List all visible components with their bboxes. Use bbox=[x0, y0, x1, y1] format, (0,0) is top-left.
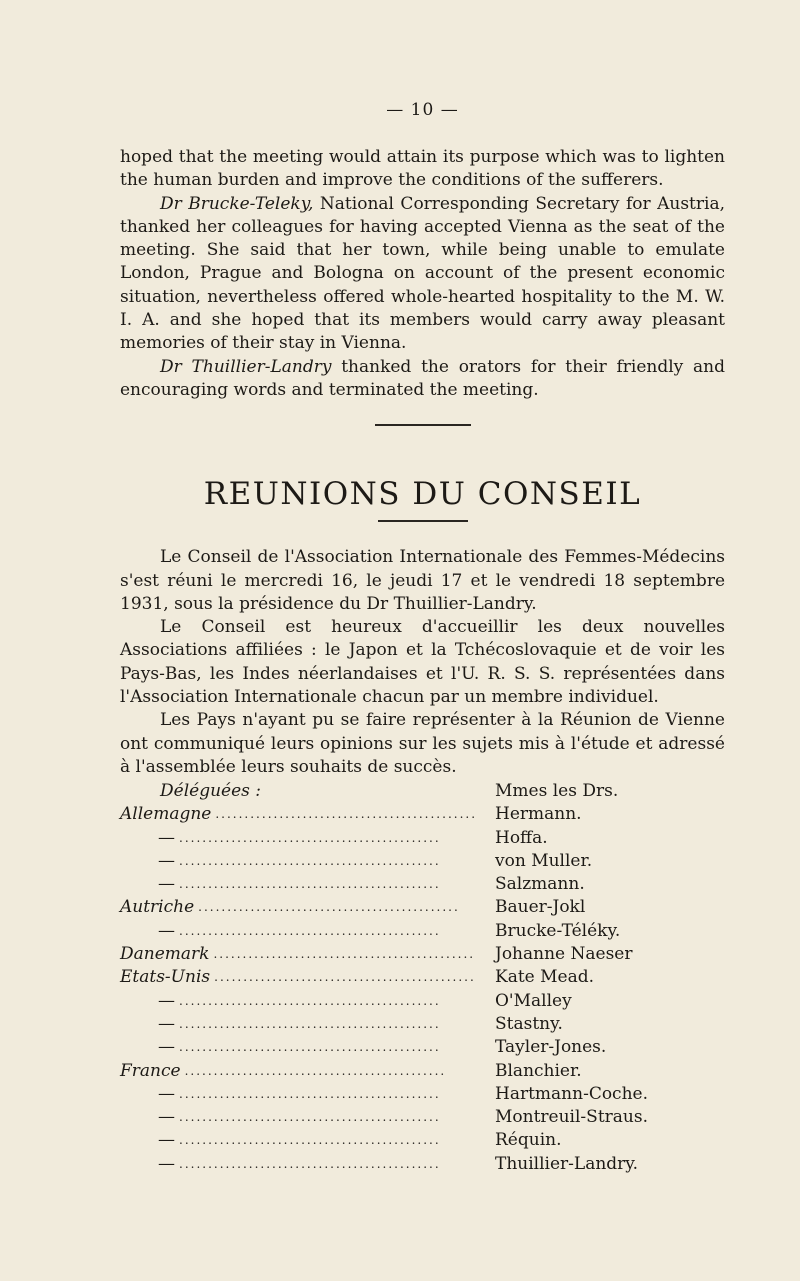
delegate-name: O'Malley bbox=[495, 990, 572, 1011]
section-body bbox=[120, 546, 725, 779]
delegate-country: — bbox=[158, 920, 175, 941]
delegate-name: von Muller. bbox=[495, 850, 593, 871]
section-paragraph-2: Le Conseil est heureux d'accueillir les deux nouvelles Associations affiliées : le Japon et la Tchécoslovaquie et de voir les Pays-Bas, les Indes néerlandaises et l'U. R. S. S. représentées dans l'Association Internationale chacun par un membre individuel. bbox=[120, 617, 725, 708]
delegate-country: — bbox=[158, 850, 175, 871]
separator-rule bbox=[375, 424, 471, 426]
page-number: — 10 — bbox=[386, 100, 459, 120]
intro-paragraph-2 bbox=[120, 193, 725, 356]
delegate-name: Blanchier. bbox=[495, 1060, 582, 1081]
delegate-row bbox=[120, 920, 725, 943]
dot-leader: ............................................. bbox=[179, 1110, 441, 1125]
delegate-country: — bbox=[158, 827, 175, 848]
dot-leader: ............................................. bbox=[179, 1156, 441, 1171]
delegate-name: Hermann. bbox=[495, 804, 582, 825]
delegate-row bbox=[120, 896, 725, 919]
dot-leader: ............................................. bbox=[179, 1133, 441, 1148]
delegate-name: Salzmann. bbox=[495, 874, 585, 895]
delegate-row bbox=[120, 850, 725, 873]
delegate-row bbox=[120, 873, 725, 896]
delegate-name: Hartmann-Coche. bbox=[495, 1083, 648, 1104]
delegate-country: France bbox=[120, 1060, 181, 1081]
document-page bbox=[120, 100, 725, 1176]
delegate-row bbox=[120, 1083, 725, 1106]
title-underline bbox=[378, 520, 468, 522]
paragraph-text: thanked the orators for their friendly and encouraging words and terminated the meeting. bbox=[120, 356, 725, 400]
speaker-name: Dr Thuillier-Landry bbox=[160, 356, 332, 377]
section-paragraph-1: Le Conseil de l'Association Internationale des Femmes-Médecins s'est réuni le mercredi 16, le jeudi 17 et le vendredi 18 septembre 1931, sous la présidence du Dr Thuillier-Landry. bbox=[120, 547, 725, 614]
delegate-name: Kate Mead. bbox=[495, 967, 595, 988]
delegates-header bbox=[120, 781, 725, 801]
speaker-name: Dr Brucke-Teleky, bbox=[160, 193, 314, 214]
delegate-country: — bbox=[158, 1130, 175, 1151]
section-title: REUNIONS DU CONSEIL bbox=[203, 476, 642, 513]
delegate-row bbox=[120, 803, 725, 826]
delegate-row bbox=[120, 990, 725, 1013]
dot-leader: ............................................. bbox=[179, 853, 441, 868]
dot-leader: ............................................. bbox=[198, 900, 460, 915]
dot-leader: ............................................. bbox=[179, 830, 441, 845]
paragraph-text: National Corresponding Secretary for Austria, thanked her colleagues for having accepted Vienna as the seat of the meeting. She said that her town, while being unable to emulate London, Prague and Bologna on account of the present economic situation, nevertheless offered whole-hearted hospitality to the M. W. I. A. and she hoped that its members would carry away pleasant memories of their stay in Vienna. bbox=[120, 193, 725, 354]
dot-leader: ............................................. bbox=[215, 807, 478, 822]
delegate-country: — bbox=[158, 874, 175, 895]
dot-leader: ............................................. bbox=[179, 877, 441, 892]
dot-leader: ............................................. bbox=[179, 993, 441, 1008]
delegate-country: Autriche bbox=[120, 897, 195, 918]
delegate-name: Montreuil-Straus. bbox=[495, 1107, 648, 1128]
delegate-country: — bbox=[158, 1153, 175, 1174]
dot-leader: ............................................. bbox=[179, 1086, 441, 1101]
dot-leader: ............................................. bbox=[184, 1063, 447, 1078]
delegate-name: Thuillier-Landry. bbox=[495, 1153, 639, 1174]
delegate-name: Bauer-Jokl bbox=[495, 897, 586, 918]
delegate-row bbox=[120, 827, 725, 850]
delegate-country: Allemagne bbox=[120, 804, 212, 825]
intro-paragraph-3 bbox=[120, 356, 725, 403]
section-paragraph-3: Les Pays n'ayant pu se faire représenter à la Réunion de Vienne ont communiqué leurs opinions sur les sujets mis à l'étude et adressé à l'assemblée leurs souhaits de succès. bbox=[120, 710, 725, 777]
delegate-country: — bbox=[158, 990, 175, 1011]
delegate-country: Etats-Unis bbox=[120, 967, 211, 988]
delegate-row bbox=[120, 1129, 725, 1152]
delegate-name: Hoffa. bbox=[495, 827, 548, 848]
delegate-row bbox=[120, 1060, 725, 1083]
delegate-country: — bbox=[158, 1107, 175, 1128]
delegate-name: Brucke-Téléky. bbox=[495, 920, 621, 941]
dot-leader: ............................................. bbox=[213, 947, 476, 962]
dot-leader: ............................................. bbox=[179, 1040, 441, 1055]
dot-leader: ............................................. bbox=[214, 970, 476, 985]
delegate-country: Danemark bbox=[120, 944, 210, 965]
delegate-row bbox=[120, 1153, 725, 1176]
delegate-name: Johanne Naeser bbox=[495, 944, 633, 965]
delegate-country: — bbox=[158, 1013, 175, 1034]
delegate-row bbox=[120, 1106, 725, 1129]
delegates-title-label: Mmes les Drs. bbox=[495, 781, 619, 802]
delegate-country: — bbox=[158, 1083, 175, 1104]
delegate-row bbox=[120, 1013, 725, 1036]
dot-leader: ............................................. bbox=[179, 923, 441, 938]
delegate-row bbox=[120, 966, 725, 989]
delegate-name: Réquin. bbox=[495, 1130, 562, 1151]
intro-paragraph-1: hoped that the meeting would attain its purpose which was to lighten the human burden and improve the conditions of the sufferers. bbox=[120, 147, 725, 191]
dot-leader: ............................................. bbox=[179, 1016, 441, 1031]
delegate-name: Tayler-Jones. bbox=[495, 1037, 607, 1058]
delegate-name: Stastny. bbox=[495, 1013, 563, 1034]
delegates-list bbox=[120, 803, 725, 1176]
delegate-row bbox=[120, 943, 725, 966]
delegate-country: — bbox=[158, 1037, 175, 1058]
delegate-row bbox=[120, 1036, 725, 1059]
delegates-label: Déléguées : bbox=[160, 781, 261, 802]
